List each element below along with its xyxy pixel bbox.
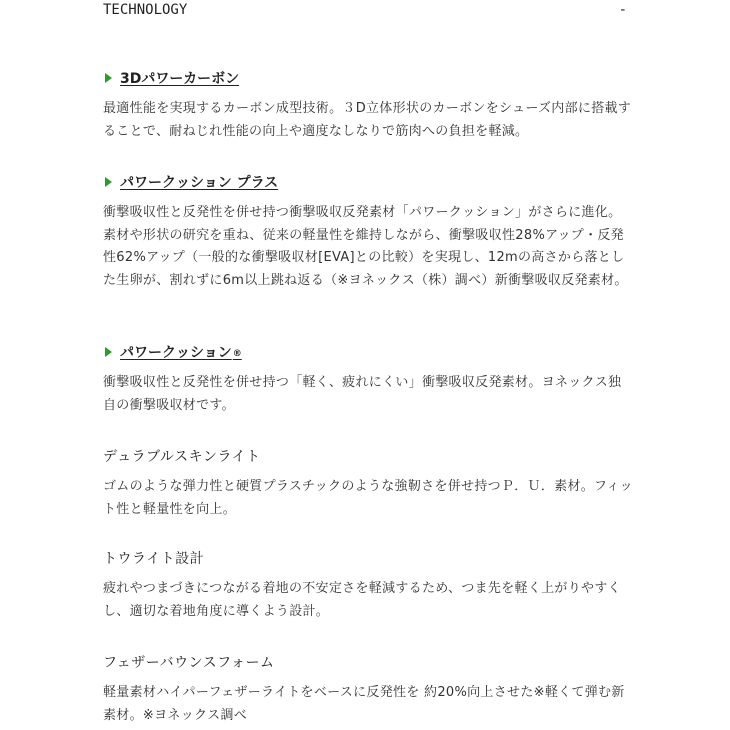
triangle-arrow-icon	[105, 73, 112, 83]
feature-toe-light	[103, 548, 633, 623]
feature-power-cushion-plus	[103, 172, 633, 292]
feature-link[interactable]: 3Dパワーカーボン	[120, 71, 240, 87]
technology-header	[103, 2, 627, 22]
feature-link-label: パワークッション	[120, 345, 232, 361]
feature-heading	[103, 68, 633, 88]
feature-description: 衝撃吸収性と反発性を併せ持つ衝撃吸収反発素材「パワークッション」がさらに進化。素材や形状の研究を重ね、従来の軽量性を維持しながら、衝撃吸収性28%アップ・反発性62%アップ（一般的な衝撃吸収材[EVA]との比較）を実現し、12mの高さから落とした生卵が、割れずに6m以上跳ね返る（※ヨネックス（株）調べ）新衝撃吸収反発素材。	[103, 205, 628, 288]
feature-heading: トウライト設計	[103, 551, 205, 567]
feature-durable-skin-light	[103, 446, 633, 521]
feature-heading	[103, 172, 633, 192]
feature-description: ゴムのような弾力性と硬質プラスチックのような強靭さを併せ持つＰ．Ｕ．素材。フィット性と軽量性を向上。	[103, 479, 633, 517]
registered-mark: ®	[232, 349, 242, 359]
feature-3d-power-carbon	[103, 68, 633, 143]
feature-description: 最適性能を実現するカーボン成型技術。３D立体形状のカーボンをシューズ内部に搭載することで、耐ねじれ性能の向上や適度なしなりで筋肉への負担を軽減。	[103, 101, 632, 139]
triangle-arrow-icon	[105, 177, 112, 187]
feature-heading: デュラブルスキンライト	[103, 449, 261, 465]
feature-link[interactable]: パワークッション プラス	[120, 175, 279, 191]
feature-heading: フェザーバウンスフォーム	[103, 655, 275, 671]
feature-link[interactable]	[120, 342, 242, 362]
feature-heading	[103, 342, 633, 362]
feature-power-cushion	[103, 342, 633, 417]
feature-description: 衝撃吸収性と反発性を併せ持つ「軽く、疲れにくい」衝撃吸収反発素材。ヨネックス独自の衝撃吸収材です。	[103, 375, 622, 413]
collapse-toggle[interactable]: -	[618, 2, 627, 18]
feature-description: 軽量素材ハイパーフェザーライトをベースに反発性を 約20%向上させた※軽くて弾む新素材。※ヨネックス調べ	[103, 685, 625, 723]
triangle-arrow-icon	[105, 347, 112, 357]
feature-feather-bounce-foam	[103, 652, 633, 727]
feature-description: 疲れやつまづきにつながる着地の不安定さを軽減するため、つま先を軽く上がりやすくし、適切な着地角度に導くよう設計。	[103, 581, 621, 619]
section-title: TECHNOLOGY	[103, 2, 188, 18]
